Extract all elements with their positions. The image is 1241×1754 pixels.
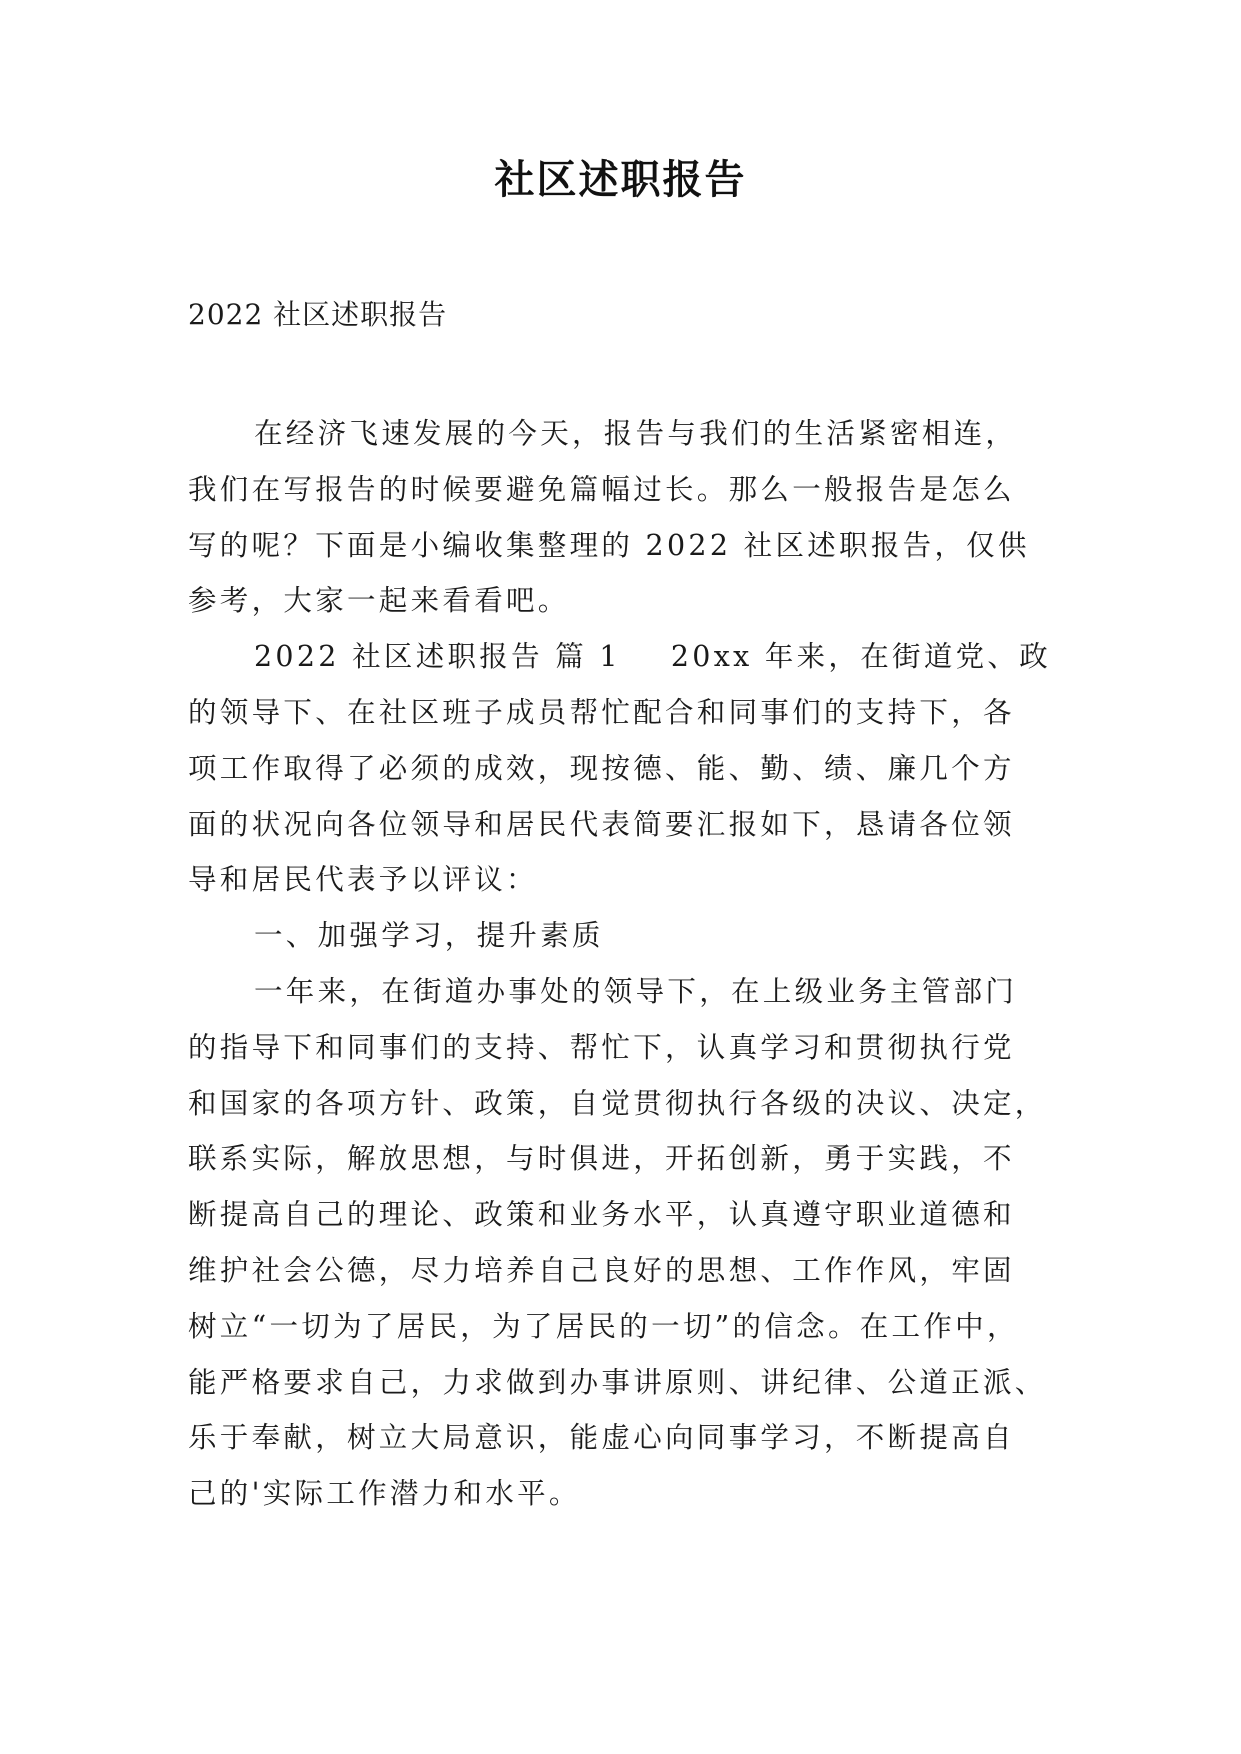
paragraph-line: 面的状况向各位领导和居民代表简要汇报如下，恳请各位领 bbox=[188, 807, 1015, 841]
paragraph-line: 和国家的各项方针、政策，自觉贯彻执行各级的决议、决定， bbox=[188, 1086, 1047, 1120]
paragraph-line: 己的'实际工作潜力和水平。 bbox=[188, 1477, 581, 1511]
paragraph-line: 写的呢？下面是小编收集整理的 2022 社区述职报告，仅供 bbox=[188, 528, 1030, 562]
paragraph-text: 20xx 年来，在街道党、政 bbox=[670, 640, 1052, 674]
paragraph-line: 联系实际，解放思想，与时俱进，开拓创新，勇于实践，不 bbox=[188, 1142, 1015, 1176]
paragraph-line: 一年来，在街道办事处的领导下，在上级业务主管部门 bbox=[254, 974, 1018, 1008]
paragraph-line: 在经济飞速发展的今天，报告与我们的生活紧密相连， bbox=[254, 417, 1018, 450]
paragraph-line: 导和居民代表予以评议： bbox=[188, 863, 538, 897]
paragraph-line: 能严格要求自己，力求做到办事讲原则、讲纪律、公道正派、 bbox=[188, 1365, 1047, 1399]
document-subtitle: 2022 社区述职报告 bbox=[188, 298, 448, 331]
paragraph-line: 树立“一切为了居民，为了居民的一切”的信念。在工作中， bbox=[188, 1309, 1019, 1343]
paragraph-line: 的领导下、在社区班子成员帮忙配合和同事们的支持下，各 bbox=[188, 695, 1015, 729]
paragraph-line: 维护社会公德，尽力培养自己良好的思想、工作作风，牢固 bbox=[188, 1253, 1015, 1287]
document-body bbox=[188, 406, 1058, 1522]
paragraph-line: 乐于奉献，树立大局意识，能虚心向同事学习，不断提高自 bbox=[188, 1421, 1015, 1455]
paragraph-line: 断提高自己的理论、政策和业务水平，认真遵守职业道德和 bbox=[188, 1198, 1015, 1232]
section-label: 2022 社区述职报告 篇 1 bbox=[254, 640, 621, 674]
paragraph-line: 的指导下和同事们的支持、帮忙下，认真学习和贯彻执行党 bbox=[188, 1030, 1015, 1064]
paragraph-line: 项工作取得了必须的成效，现按德、能、勤、绩、廉几个方 bbox=[188, 751, 1015, 785]
document-title: 社区述职报告 bbox=[494, 156, 747, 203]
paragraph-line: 参考，大家一起来看看吧。 bbox=[188, 584, 570, 618]
section-heading-line bbox=[188, 629, 1058, 685]
paragraph-line: 我们在写报告的时候要避免篇幅过长。那么一般报告是怎么 bbox=[188, 472, 1015, 506]
section-heading: 一、加强学习，提升素质 bbox=[254, 919, 604, 953]
